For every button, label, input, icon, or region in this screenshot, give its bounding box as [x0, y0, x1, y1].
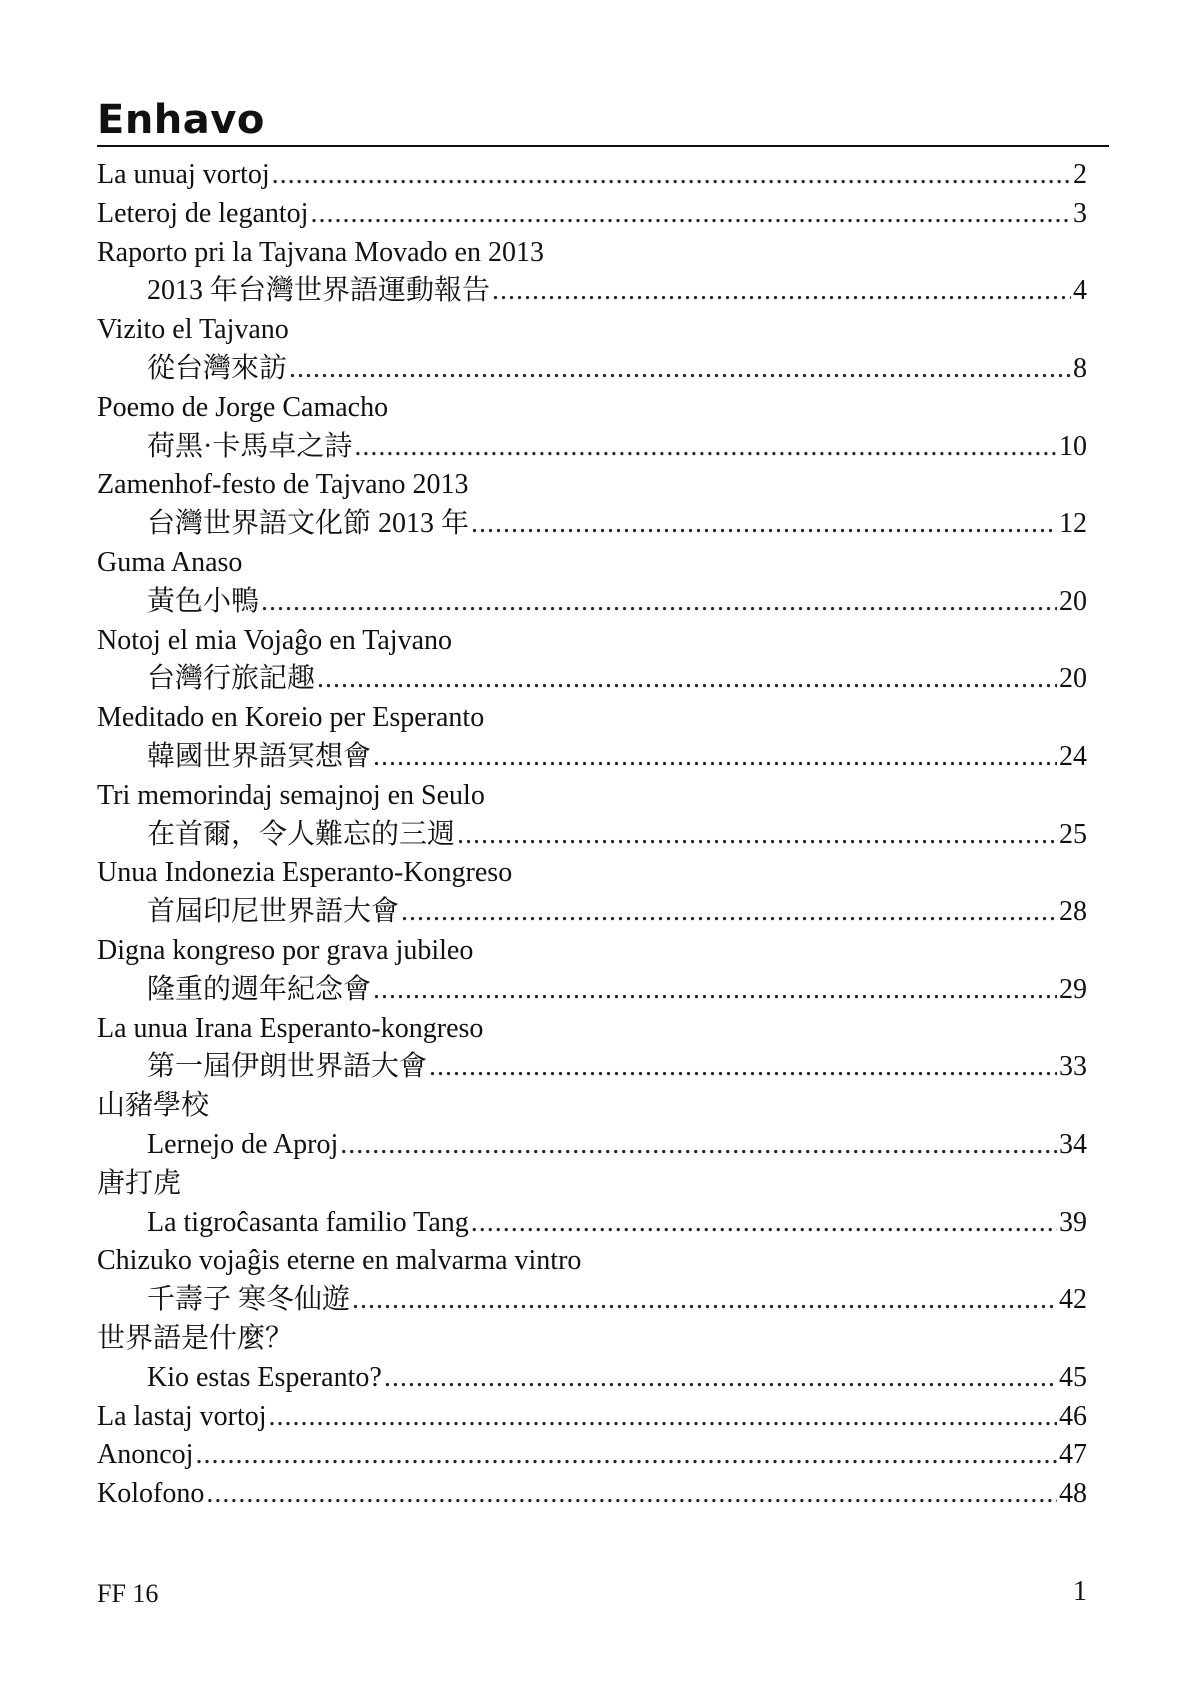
- dot-leader: [310, 195, 1071, 234]
- dot-leader: [401, 893, 1057, 932]
- toc-entry: [97, 311, 1087, 389]
- toc-entry-title: Raporto pri la Tajvana Movado en 2013: [97, 236, 544, 268]
- toc-title-line: [97, 699, 1087, 738]
- toc-entry-subtitle: 台灣世界語文化節 2013 年: [147, 508, 470, 540]
- toc-page-number: 33: [1059, 1051, 1087, 1083]
- toc-entry-title: Unua Indonezia Esperanto-Kongreso: [97, 857, 513, 889]
- toc-entry: [97, 622, 1087, 700]
- table-of-contents: [97, 156, 1087, 1514]
- dot-leader: [354, 428, 1057, 467]
- footer-issue-label: FF 16: [97, 1579, 159, 1608]
- toc-title-line: [97, 234, 1087, 273]
- toc-entry-title: La unuaj vortoj: [97, 159, 270, 190]
- toc-page-number: 42: [1059, 1284, 1087, 1316]
- toc-entry-title: Notoj el mia Vojaĝo en Tajvano: [97, 624, 452, 656]
- dot-leader: [261, 583, 1057, 622]
- toc-page-number: 34: [1059, 1128, 1087, 1160]
- toc-page-number: 20: [1059, 585, 1087, 617]
- dot-leader: [195, 1436, 1057, 1475]
- toc-entry: [97, 699, 1087, 777]
- toc-title-line: [97, 1010, 1087, 1049]
- dot-leader: [492, 272, 1071, 311]
- toc-entry-title: Chizuko vojaĝis eterne en malvarma vintro: [97, 1245, 582, 1277]
- toc-title-line: [97, 777, 1087, 816]
- toc-page-number: 48: [1059, 1478, 1087, 1510]
- toc-entry-title: La lastaj vortoj: [97, 1400, 267, 1432]
- toc-entry-title: Meditado en Koreio per Esperanto: [97, 702, 485, 734]
- dot-leader: [272, 156, 1071, 195]
- dot-leader: [206, 1475, 1057, 1514]
- toc-page-number: 47: [1059, 1439, 1087, 1471]
- toc-entry-subtitle: 首屆印尼世界語大會: [147, 896, 400, 928]
- toc-entry-title: Vizito el Tajvano: [97, 314, 289, 346]
- toc-subtitle-line: [97, 272, 1087, 311]
- toc-page-number: 39: [1059, 1206, 1087, 1238]
- toc-entry-subtitle: 荷黑·卡馬卓之詩: [147, 430, 353, 462]
- toc-subtitle-line: [97, 971, 1087, 1010]
- toc-entry: [97, 1320, 1087, 1398]
- toc-entry-title: Kolofono: [97, 1478, 205, 1510]
- dot-leader: [317, 660, 1057, 699]
- toc-subtitle-line: [97, 738, 1087, 777]
- toc-subtitle-line: [97, 505, 1087, 544]
- toc-page-number: 20: [1059, 663, 1087, 695]
- toc-page-number: 45: [1059, 1361, 1087, 1393]
- toc-entry-subtitle: Lernejo de Aproj: [147, 1128, 339, 1160]
- dot-leader: [352, 1281, 1057, 1320]
- toc-title-line: [97, 389, 1087, 428]
- toc-entry-subtitle: 韓國世界語冥想會: [147, 740, 372, 772]
- toc-title-line: [97, 1165, 1087, 1204]
- toc-page-number: 25: [1059, 818, 1087, 850]
- toc-subtitle-line: [97, 1359, 1087, 1398]
- toc-entry-subtitle: 千壽子 寒冬仙遊: [147, 1284, 351, 1316]
- toc-subtitle-line: [97, 816, 1087, 855]
- toc-title-line: [97, 1087, 1087, 1126]
- toc-entry: [97, 1010, 1087, 1088]
- page-title: Enhavo: [97, 97, 265, 143]
- toc-title-line: [97, 311, 1087, 350]
- toc-title-line: [97, 1475, 1087, 1514]
- toc-entry-title: 世界語是什麼？: [97, 1322, 294, 1354]
- toc-entry-subtitle: 台灣行旅記趣: [147, 663, 316, 695]
- toc-entry: [97, 389, 1087, 467]
- toc-entry: [97, 854, 1087, 932]
- toc-subtitle-line: [97, 893, 1087, 932]
- toc-page-number: 4: [1073, 275, 1087, 307]
- footer-page-number: 1: [1073, 1576, 1087, 1607]
- toc-page-number: 2: [1073, 159, 1087, 190]
- dot-leader: [429, 1048, 1057, 1087]
- toc-entry-subtitle: 黃色小鴨: [147, 585, 260, 617]
- dot-leader: [373, 971, 1057, 1010]
- toc-page-number: 10: [1059, 430, 1087, 462]
- toc-entry-title: Poemo de Jorge Camacho: [97, 391, 389, 423]
- toc-entry-title: 山豬學校: [97, 1090, 210, 1122]
- toc-title-line: [97, 932, 1087, 971]
- toc-entry-subtitle: 第一屆伊朗世界語大會: [147, 1051, 428, 1083]
- toc-subtitle-line: [97, 1126, 1087, 1165]
- toc-title-line: [97, 156, 1087, 195]
- dot-leader: [384, 1359, 1057, 1398]
- title-underline: [97, 145, 1109, 147]
- toc-subtitle-line: [97, 660, 1087, 699]
- toc-page-number: 3: [1073, 197, 1087, 229]
- toc-page-number: 28: [1059, 896, 1087, 928]
- toc-page-number: 24: [1059, 740, 1087, 772]
- toc-title-line: [97, 1320, 1087, 1359]
- toc-entry: [97, 1436, 1087, 1475]
- toc-title-line: [97, 1242, 1087, 1281]
- toc-subtitle-line: [97, 428, 1087, 467]
- toc-page-number: 8: [1073, 352, 1087, 384]
- toc-entry: [97, 1165, 1087, 1243]
- dot-leader: [289, 350, 1071, 389]
- toc-entry-title: Tri memorindaj semajnoj en Seulo: [97, 779, 485, 811]
- toc-entry-title: 唐打虎: [97, 1167, 182, 1199]
- toc-entry-subtitle: La tigroĉasanta familio Tang: [147, 1206, 469, 1238]
- toc-entry: [97, 1398, 1087, 1437]
- toc-title-line: [97, 466, 1087, 505]
- toc-page-number: 29: [1059, 973, 1087, 1005]
- toc-entry: [97, 1475, 1087, 1514]
- toc-entry-title: Leteroj de legantoj: [97, 197, 309, 229]
- toc-entry-subtitle: Kio estas Esperanto?: [147, 1361, 382, 1393]
- toc-entry: [97, 777, 1087, 855]
- toc-entry: [97, 1242, 1087, 1320]
- toc-entry-title: Guma Anaso: [97, 546, 243, 578]
- toc-subtitle-line: [97, 1281, 1087, 1320]
- toc-entry-title: Anoncoj: [97, 1439, 194, 1471]
- toc-entry-title: La unua Irana Esperanto-kongreso: [97, 1012, 484, 1044]
- toc-subtitle-line: [97, 350, 1087, 389]
- toc-title-line: [97, 195, 1087, 234]
- dot-leader: [457, 816, 1057, 855]
- dot-leader: [340, 1126, 1057, 1165]
- toc-page-number: 12: [1059, 508, 1087, 540]
- toc-title-line: [97, 544, 1087, 583]
- toc-title-line: [97, 1398, 1087, 1437]
- toc-title-line: [97, 854, 1087, 893]
- toc-subtitle-line: [97, 1204, 1087, 1243]
- toc-page-number: 46: [1059, 1400, 1087, 1432]
- toc-entry-subtitle: 從台灣來訪: [147, 352, 288, 384]
- toc-entry: [97, 156, 1087, 195]
- toc-entry: [97, 466, 1087, 544]
- toc-entry: [97, 195, 1087, 234]
- toc-entry-title: Zamenhof-festo de Tajvano 2013: [97, 469, 469, 501]
- toc-entry: [97, 234, 1087, 312]
- dot-leader: [373, 738, 1057, 777]
- toc-entry: [97, 544, 1087, 622]
- toc-entry-subtitle: 2013 年台灣世界語運動報告: [147, 275, 491, 307]
- toc-entry-subtitle: 在首爾，令人難忘的三週: [147, 818, 456, 850]
- toc-subtitle-line: [97, 1048, 1087, 1087]
- dot-leader: [471, 1204, 1057, 1243]
- toc-entry: [97, 1087, 1087, 1165]
- toc-entry-title: Digna kongreso por grava jubileo: [97, 934, 474, 966]
- dot-leader: [471, 505, 1057, 544]
- dot-leader: [269, 1398, 1057, 1437]
- toc-title-line: [97, 622, 1087, 661]
- toc-subtitle-line: [97, 583, 1087, 622]
- toc-title-line: [97, 1436, 1087, 1475]
- toc-entry-subtitle: 隆重的週年紀念會: [147, 973, 372, 1005]
- toc-entry: [97, 932, 1087, 1010]
